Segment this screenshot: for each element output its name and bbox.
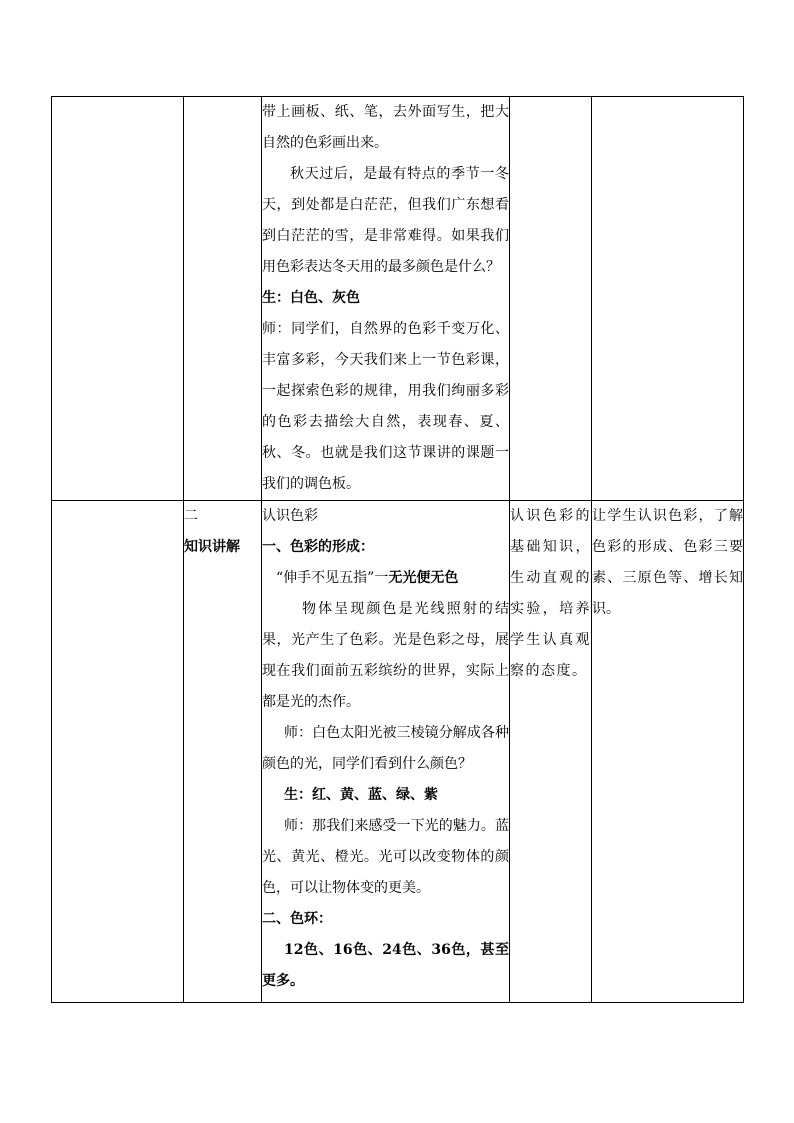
quote-emphasis: 无光便无色 — [388, 570, 459, 586]
table-row — [52, 501, 744, 1003]
stage-cell — [184, 501, 262, 1003]
table-row — [52, 97, 744, 501]
design-intent-text: 让学生认识色彩，了解色彩的形成、色彩三要素、三原色等、增长知识。 — [592, 508, 743, 617]
student-activity-text: 认识色彩的基础知识，生动直观的实验，培养学生认真观察的态度。 — [510, 508, 591, 679]
row1-col5-cell — [592, 97, 744, 501]
design-intent-cell — [592, 501, 744, 1003]
content-paragraph: 带上画板、纸、笔，去外面写生，把大自然的色彩画出来。 — [262, 104, 509, 151]
section-heading: 一、色彩的形成： — [262, 539, 374, 555]
stage-name: 知识讲解 — [184, 539, 240, 555]
row1-col4-cell — [510, 97, 592, 501]
student-answer: 生：红、黄、蓝、绿、紫 — [284, 787, 438, 803]
section-intro: 认识色彩 — [262, 508, 318, 524]
row1-col2-cell — [184, 97, 262, 501]
content-paragraph: 师：白色太阳光被三棱镜分解成各种颜色的光，同学们看到什么颜色？ — [262, 725, 509, 772]
student-activity-cell — [510, 501, 592, 1003]
content-paragraph: 12色、16色、24色、36色，甚至更多。 — [262, 942, 509, 989]
content-paragraph: 师：同学们，自然界的色彩千变万化、丰富多彩，今天我们来上一节色彩课，一起探索色彩的规律，用我们绚丽多彩的色彩去描绘大自然，表现春、夏、秋、冬。也就是我们这节课讲的课题一我们的调色板。 — [262, 321, 509, 492]
row1-col1-cell — [52, 97, 184, 501]
row2-col1-cell — [52, 501, 184, 1003]
quote-line — [262, 563, 509, 594]
section-heading: 二、色环： — [262, 911, 332, 927]
student-answer: 生：白色、灰色 — [262, 290, 360, 306]
stage-number: 二 — [184, 508, 198, 524]
content-paragraph: 师：那我们来感受一下光的魅力。蓝光、黄光、橙光。光可以改变物体的颜色，可以让物体变的更美。 — [262, 818, 509, 896]
content-paragraph: 秋天过后，是最有特点的季节一冬天，到处都是白茫茫，但我们广东想看到白茫茫的雪，是非常难得。如果我们用色彩表达冬天用的最多颜色是什么？ — [262, 166, 509, 275]
row2-content-cell — [262, 501, 510, 1003]
quote-text: “伸手不见五指”一 — [276, 570, 389, 586]
row1-content-cell — [262, 97, 510, 501]
lesson-plan-table — [51, 96, 744, 1003]
content-paragraph: 物体呈现颜色是光线照射的结果，光产生了色彩。光是色彩之母，展现在我们面前五彩缤纷的世界，实际上都是光的杰作。 — [262, 601, 509, 710]
